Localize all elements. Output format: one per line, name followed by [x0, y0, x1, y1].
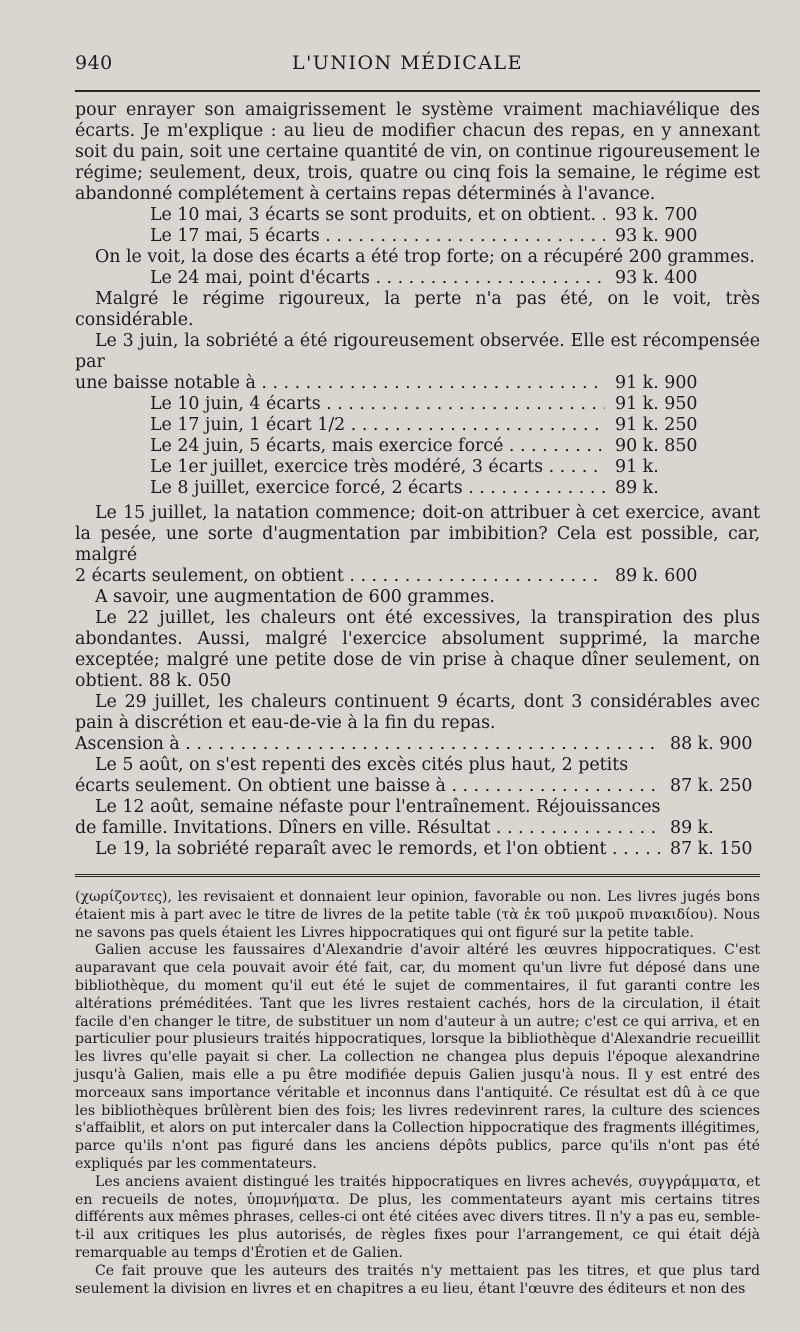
paragraph-12-aout: Le 12 août, semaine néfaste pour l'entraînement. Réjouissances [95, 797, 661, 817]
footnotes [75, 889, 760, 1298]
paragraph-5-aout: Le 5 août, on s'est repenti des excès cités plus haut, 2 petits [95, 755, 629, 775]
weighing-row: Ascension à . . . 88 k. 900 [75, 734, 760, 755]
footnote-paragraph: Les anciens avaient distingué les traités hippocratiques en livres achevés, συγγράμματα, et en recueils de notes, ὑπομνήματα. De plus, les commentateurs ayant mis certains titres différents aux mêmes phrases, celles-ci ont été citées avec divers titres. Il n'y a pas eu, semble-t-il aux critiques les plus autorisés, de règles fixes pour l'arrangement, ce qui était déjà remarquable au temps d'Érotien et de Galien. [75, 1173, 760, 1261]
weighing-row: Le 24 mai, point d'écarts . . . 93 k. 400 [75, 268, 705, 289]
weighing-row: Le 17 mai, 5 écarts . . . 93 k. 900 [75, 226, 705, 247]
footnote-paragraph: Galien accuse les faussaires d'Alexandrie d'avoir altéré les œuvres hippocratiques. C'est auparavant que cela pouvait avoir été fait, car, du moment qu'un livre fut déposé dans une bibliothèque, du moment qu'il eut été le sujet de commentaires, il fut garanti contre les altérations préméditées. Tant que les livres restaient cachés, hors de la circulation, il était facile d'en changer le titre, de substituer un nom d'auteur à un autre; c'est ce qui arriva, et en particulier pour plusieurs traités hippocratiques, lorsque la bibliothèque d'Alexandrie recueillit les livres qu'elle payait si cher. La collection ne changea plus depuis l'époque alexandrine jusqu'à Galien, mais elle a pu être modifiée depuis Galien jusqu'à nous. Il y est entré des morceaux sans importance véritable et inconnus dans l'antiquité. Ce résultat est dû à ce que les bibliothèques brûlèrent bien des fois; les livres redevinrent rares, la culture des sciences s'affaiblit, et alors on put intercaler dans la Collection hippocratique des fragments illégitimes, parce qu'ils n'ont pas figuré dans les anciens dépôts publics, parce qu'ils n'ont pas été expliqués par les commentateurs. [75, 942, 760, 1172]
footnote-rule [75, 874, 760, 879]
weighing-row: Le 17 juin, 1 écart 1/2 . . . 91 k. 250 [75, 415, 705, 436]
note-paragraph: Malgré le régime rigoureux, la perte n'a pas été, on le voit, très considérable. [75, 289, 760, 330]
page-header [75, 52, 760, 90]
weighing-row: Le 1er juillet, exercice très modéré, 3 écarts . . . 91 k. [75, 457, 705, 478]
weighing-row: Le 19, la sobriété reparaît avec le remords, et l'on obtient . . . 87 k. 150 [75, 839, 760, 860]
page-number: 940 [75, 52, 113, 74]
note-paragraph: Le 3 juin, la sobriété a été rigoureusement observée. Elle est récompensée par [75, 331, 760, 372]
weighing-row: de famille. Invitations. Dîners en ville. Résultat . . . 89 k. [75, 818, 760, 839]
weighing-row: Le 8 juillet, exercice forcé, 2 écarts . . . 89 k. [75, 478, 705, 499]
paragraph-22-juillet: Le 22 juillet, les chaleurs ont été excessives, la transpiration des plus abondantes. Aussi, malgré l'exercice absolument supprimé, la marche exceptée; malgré une petite dose de vin prise à chaque dîner seulement, on obtient. 88 k. 050 [75, 608, 760, 691]
weighing-row: Le 10 juin, 4 écarts . . . 91 k. 950 [75, 394, 705, 415]
paragraph-29-juillet: Le 29 juillet, les chaleurs continuent 9 écarts, dont 3 considérables avec pain à discrétion et eau-de-vie à la fin du repas. [75, 692, 760, 733]
footnote-paragraph: (χωρίζοντες), les revisaient et donnaient leur opinion, favorable ou non. Les livres jugés bons étaient mis à part avec le titre de livres de la petite table (τὰ ἐκ τοῦ μικροῦ πινακιδίου). Nous ne savons pas quels étaient les Livres hippocratiques qui ont figuré sur la petite table. [75, 889, 760, 941]
main-text [75, 100, 760, 860]
value-22-juillet: 88 k. 050 [148, 671, 232, 691]
running-title: L'UNION MÉDICALE [291, 52, 524, 74]
weighing-row: une baisse notable à . . . 91 k. 900 [75, 373, 705, 394]
weighing-row: écarts seulement. On obtient une baisse à . . . 87 k. 250 [75, 776, 760, 797]
footnote-paragraph: Ce fait prouve que les auteurs des traités n'y mettaient pas les titres, et que plus tard seulement la division en livres et en chapitres a eu lieu, étant l'œuvre des éditeurs et non des [75, 1262, 760, 1297]
note-paragraph: On le voit, la dose des écarts a été trop forte; on a récupéré 200 grammes. [95, 247, 755, 267]
header-rule [75, 90, 760, 92]
paragraph-15-juillet: Le 15 juillet, la natation commence; doit-on attribuer à cet exercice, avant la pesée, une sorte d'augmentation par imbibition? Cela est possible, car, malgré [75, 503, 760, 565]
weighing-row: Le 24 juin, 5 écarts, mais exercice forcé . . . 90 k. 850 [75, 436, 705, 457]
weighing-row: Le 10 mai, 3 écarts se sont produits, et on obtient. . . . 93 k. 700 [75, 205, 705, 226]
intro-paragraph: pour enrayer son amaigrissement le système vraiment machiavélique des écarts. Je m'explique : au lieu de modifier chacun des repas, en y annexant soit du pain, soit une certaine quantité de vin, on continue rigoureusement le régime; seulement, deux, trois, quatre ou cinq fois la semaine, le régime est abandonné complétement à certains repas déterminés à l'avance. [75, 100, 760, 204]
paragraph-savoir: A savoir, une augmentation de 600 grammes. [95, 587, 495, 607]
weighing-row: 2 écarts seulement, on obtient . . . 89 k. 600 [75, 566, 705, 587]
